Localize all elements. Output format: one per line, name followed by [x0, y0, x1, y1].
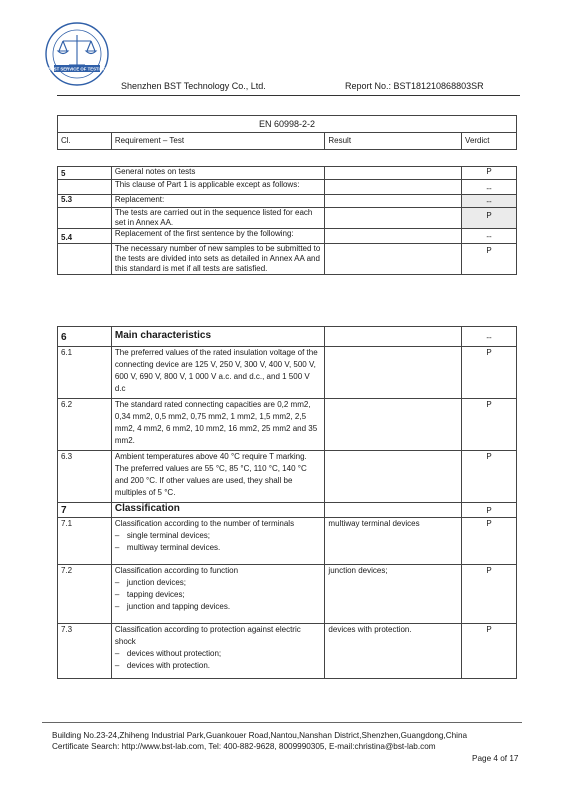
list-item: – devices with protection.: [114, 661, 211, 670]
result-text: [325, 167, 462, 180]
table-row: [58, 347, 517, 399]
list-item: – junction and tapping devices.: [114, 602, 231, 611]
list-item: – multiway terminal devices.: [114, 543, 221, 552]
header-table: [57, 115, 517, 150]
section-heading-row: [58, 327, 517, 347]
result-text: junction devices;: [325, 565, 462, 624]
standard-title: EN 60998-2-2: [58, 116, 517, 133]
section-6-7-table: [57, 326, 517, 679]
verdict: P: [462, 399, 517, 451]
bst-logo: [44, 21, 110, 87]
result-text: [325, 208, 462, 229]
col-clause-header: Cl.: [58, 133, 112, 150]
footer-rule: [42, 722, 522, 723]
dash-bullet: –: [114, 661, 120, 670]
list-item: – junction devices;: [114, 578, 187, 587]
verdict: P: [462, 208, 517, 229]
header-rule: [57, 95, 520, 96]
requirement-text-cont: The preferred values are 55 °C, 85 °C, 110 °C, 140 °C and 200 °C. If other values are used, they shall be multiples of 5 °C.: [114, 464, 307, 497]
table-row: [58, 195, 517, 208]
clause-number: [58, 180, 112, 195]
clause-number: 6.2: [58, 399, 112, 451]
result-text: devices with protection.: [325, 624, 462, 679]
verdict: --: [462, 229, 517, 244]
result-text: [325, 229, 462, 244]
requirement-text: The preferred values of the rated insulation voltage of the connecting device are 125 V, 250 V, 300 V, 400 V, 500 V, 600 V, 690 V, 800 V, 1 000 V a.c. and d.c., and 1 500 V d.c: [111, 347, 325, 399]
list-item: – devices without protection;: [114, 649, 222, 658]
section-5-table: [57, 166, 517, 275]
balance-scale-icon: [58, 35, 96, 65]
requirement-text: Classification according to function: [114, 566, 239, 575]
clause-number: 5.4: [58, 229, 112, 244]
verdict: P: [462, 451, 517, 503]
table-row: [58, 518, 517, 565]
verdict: P: [462, 518, 517, 565]
section-heading: Main characteristics: [111, 327, 325, 347]
footer-address: Building No.23-24,Zhiheng Industrial Park,Guankouer Road,Nantou,Nanshan District,Shenzhen,Guangdong,China: [52, 731, 468, 740]
requirement-cell: [111, 565, 325, 624]
result-text: [325, 327, 462, 347]
verdict: P: [462, 503, 517, 518]
requirement-text: This clause of Part 1 is applicable except as follows:: [111, 180, 325, 195]
result-text: [325, 347, 462, 399]
result-text: [325, 244, 462, 275]
dash-bullet: –: [114, 649, 120, 658]
verdict: P: [462, 565, 517, 624]
requirement-text: Classification according to the number of terminals: [114, 519, 295, 528]
result-text: [325, 195, 462, 208]
requirement-cell: [111, 624, 325, 679]
requirement-text: Classification according to protection against electric shock: [114, 625, 301, 646]
column-header-row: [58, 133, 517, 150]
table-row: [58, 244, 517, 275]
clause-number: [58, 244, 112, 275]
dash-bullet: –: [114, 590, 120, 599]
verdict: P: [462, 347, 517, 399]
requirement-cell: [111, 451, 325, 503]
clause-number: 7.1: [58, 518, 112, 565]
requirement-text: The necessary number of new samples to be submitted to the tests are divided into sets as detailed in Annex AA and this standard is met if all tests are satisfied.: [111, 244, 325, 275]
standard-row: [58, 116, 517, 133]
table-row: [58, 208, 517, 229]
result-text: multiway terminal devices: [325, 518, 462, 565]
requirement-text: Replacement of the first sentence by the following:: [111, 229, 325, 244]
verdict: --: [462, 327, 517, 347]
table-row: [58, 167, 517, 180]
requirement-text: General notes on tests: [111, 167, 325, 180]
result-text: [325, 399, 462, 451]
col-requirement-header: Requirement – Test: [111, 133, 325, 150]
clause-number: 6: [58, 327, 112, 347]
col-result-header: Result: [325, 133, 462, 150]
clause-number: 6.3: [58, 451, 112, 503]
requirement-cell: [111, 518, 325, 565]
table-row: [58, 399, 517, 451]
dash-bullet: –: [114, 602, 120, 611]
clause-number: 6.1: [58, 347, 112, 399]
list-item: – single terminal devices;: [114, 531, 211, 540]
clause-number: [58, 208, 112, 229]
col-verdict-header: Verdict: [462, 133, 517, 150]
clause-number: 7.3: [58, 624, 112, 679]
dash-bullet: –: [114, 531, 120, 540]
table-row: [58, 451, 517, 503]
clause-number: 5.3: [58, 195, 112, 208]
table-row: [58, 624, 517, 679]
list-item: – tapping devices;: [114, 590, 185, 599]
result-text: [325, 503, 462, 518]
report-number: Report No.: BST181210868803SR: [345, 81, 484, 91]
table-row: [58, 180, 517, 195]
svg-text:BEST SERVICE OF TESTING: BEST SERVICE OF TESTING: [47, 66, 107, 72]
verdict: --: [462, 195, 517, 208]
clause-number: 7: [58, 503, 112, 518]
page-number: Page 4 of 17: [472, 754, 519, 763]
company-name: Shenzhen BST Technology Co., Ltd.: [121, 81, 266, 91]
verdict: P: [462, 624, 517, 679]
requirement-text: Replacement:: [111, 195, 325, 208]
section-heading: Classification: [111, 503, 325, 518]
table-row: [58, 565, 517, 624]
requirement-text: The standard rated connecting capacities are 0,2 mm2, 0,34 mm2, 0,5 mm2, 0,75 mm2, 1 mm2, 1,5 mm2, 2,5 mm2, 4 mm2, 6 mm2, 10 mm2, 16 mm2, 25 mm2 and 35 mm2.: [111, 399, 325, 451]
requirement-text: The tests are carried out in the sequence listed for each set in Annex AA.: [111, 208, 325, 229]
footer-contact: Certificate Search: http://www.bst-lab.com, Tel: 400-882-9628, 8009990305, E-mail:christina@bst-lab.com: [52, 742, 436, 751]
dash-bullet: –: [114, 578, 120, 587]
verdict: --: [462, 180, 517, 195]
table-row: [58, 229, 517, 244]
clause-number: 7.2: [58, 565, 112, 624]
dash-bullet: –: [114, 543, 120, 552]
result-text: [325, 451, 462, 503]
verdict: P: [462, 244, 517, 275]
section-heading-row: [58, 503, 517, 518]
requirement-text: Ambient temperatures above 40 °C require T marking.: [114, 452, 307, 461]
result-text: [325, 180, 462, 195]
clause-number: 5: [58, 167, 112, 180]
verdict: P: [462, 167, 517, 180]
